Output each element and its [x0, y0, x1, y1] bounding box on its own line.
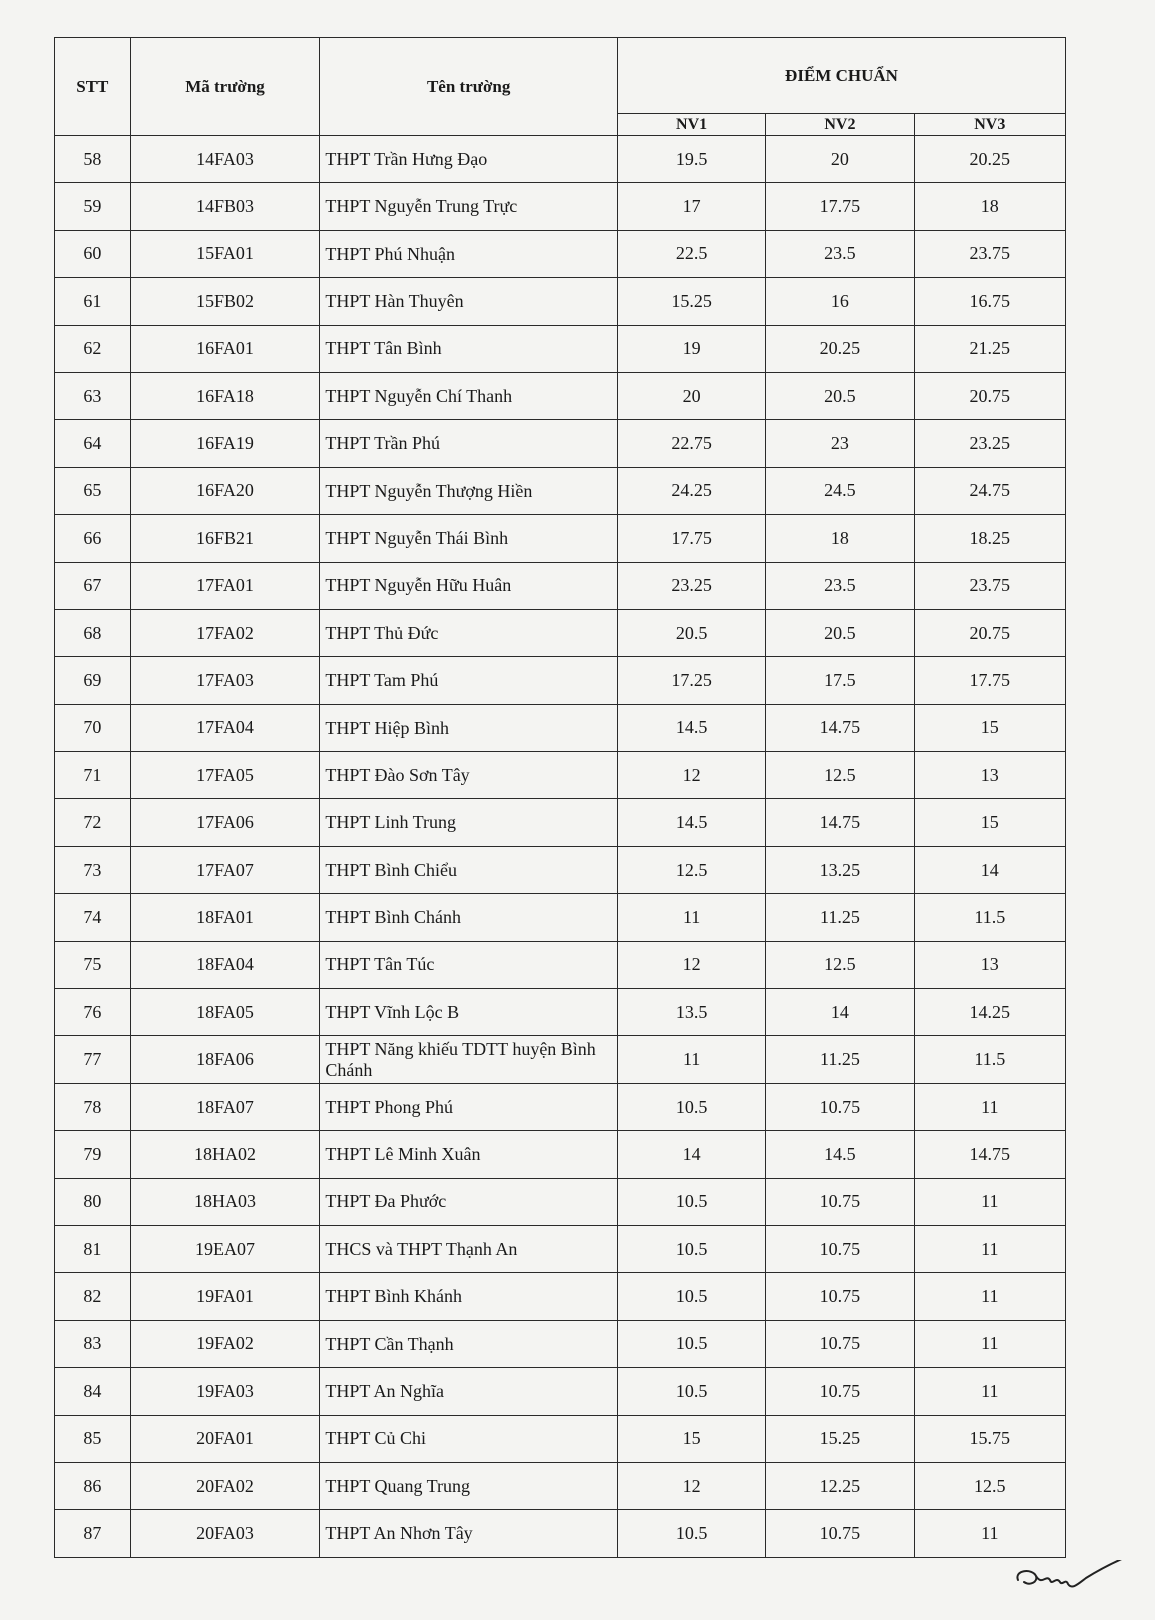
cell-ten-truong: THPT Trần Phú — [320, 420, 618, 467]
cell-ten-truong: THPT Phong Phú — [320, 1083, 618, 1130]
cell-ten-truong: THPT Củ Chi — [320, 1415, 618, 1462]
cell-ma-truong: 20FA01 — [130, 1415, 320, 1462]
cell-nv3: 11 — [914, 1320, 1065, 1367]
cell-ma-truong: 18FA07 — [130, 1083, 320, 1130]
cell-nv3: 11 — [914, 1225, 1065, 1272]
cell-nv2: 16 — [766, 278, 914, 325]
cell-nv3: 13 — [914, 752, 1065, 799]
table-row — [55, 515, 1066, 562]
cell-ten-truong: THPT Trần Hưng Đạo — [320, 136, 618, 183]
cell-stt: 80 — [55, 1178, 131, 1225]
cell-ten-truong: THPT Bình Chiểu — [320, 846, 618, 893]
header-ten-truong: Tên trường — [320, 38, 618, 136]
table-row — [55, 1178, 1066, 1225]
cell-ma-truong: 18HA03 — [130, 1178, 320, 1225]
cell-nv3: 11 — [914, 1273, 1065, 1320]
cell-nv2: 23.5 — [766, 230, 914, 277]
table-row — [55, 609, 1066, 656]
cell-nv3: 18 — [914, 183, 1065, 230]
header-nv1: NV1 — [617, 114, 765, 136]
cell-nv2: 14.75 — [766, 704, 914, 751]
cell-ten-truong: THPT Lê Minh Xuân — [320, 1131, 618, 1178]
cell-nv1: 22.5 — [617, 230, 765, 277]
cell-stt: 63 — [55, 372, 131, 419]
cell-nv2: 12.5 — [766, 752, 914, 799]
cell-nv2: 23 — [766, 420, 914, 467]
cell-nv2: 14.75 — [766, 799, 914, 846]
cell-nv1: 10.5 — [617, 1368, 765, 1415]
cell-nv1: 12.5 — [617, 846, 765, 893]
cell-stt: 62 — [55, 325, 131, 372]
cell-stt: 67 — [55, 562, 131, 609]
table-row — [55, 1320, 1066, 1367]
cell-stt: 78 — [55, 1083, 131, 1130]
cell-ma-truong: 20FA02 — [130, 1462, 320, 1509]
cell-nv2: 10.75 — [766, 1320, 914, 1367]
cell-nv1: 10.5 — [617, 1320, 765, 1367]
cell-nv3: 20.75 — [914, 372, 1065, 419]
table-row — [55, 1273, 1066, 1320]
cell-nv3: 13 — [914, 941, 1065, 988]
cell-ten-truong: THPT Vĩnh Lộc B — [320, 989, 618, 1036]
cell-nv3: 15 — [914, 704, 1065, 751]
cell-nv3: 16.75 — [914, 278, 1065, 325]
cell-nv3: 23.75 — [914, 562, 1065, 609]
cell-ten-truong: THPT Quang Trung — [320, 1462, 618, 1509]
cell-nv1: 10.5 — [617, 1178, 765, 1225]
cell-ma-truong: 14FA03 — [130, 136, 320, 183]
table-row — [55, 372, 1066, 419]
cell-stt: 84 — [55, 1368, 131, 1415]
cell-nv2: 20.5 — [766, 372, 914, 419]
cell-ma-truong: 19FA03 — [130, 1368, 320, 1415]
cell-nv3: 17.75 — [914, 657, 1065, 704]
cell-nv2: 10.75 — [766, 1178, 914, 1225]
cell-ma-truong: 16FA20 — [130, 467, 320, 514]
cell-stt: 75 — [55, 941, 131, 988]
cell-nv1: 14.5 — [617, 704, 765, 751]
cell-nv1: 11 — [617, 1036, 765, 1083]
cell-nv3: 23.25 — [914, 420, 1065, 467]
cell-ma-truong: 17FA01 — [130, 562, 320, 609]
cell-nv3: 12.5 — [914, 1462, 1065, 1509]
cell-ma-truong: 17FA02 — [130, 609, 320, 656]
cell-ten-truong: THPT Nguyễn Chí Thanh — [320, 372, 618, 419]
cell-stt: 72 — [55, 799, 131, 846]
cell-stt: 61 — [55, 278, 131, 325]
table-row — [55, 799, 1066, 846]
cell-nv1: 20 — [617, 372, 765, 419]
cell-nv2: 13.25 — [766, 846, 914, 893]
cell-ma-truong: 18FA04 — [130, 941, 320, 988]
cell-nv2: 20.5 — [766, 609, 914, 656]
table-row — [55, 467, 1066, 514]
cell-nv2: 10.75 — [766, 1083, 914, 1130]
table-row — [55, 704, 1066, 751]
cell-nv3: 23.75 — [914, 230, 1065, 277]
cell-nv3: 11 — [914, 1083, 1065, 1130]
cell-ten-truong: THPT Nguyễn Thượng Hiền — [320, 467, 618, 514]
cell-nv1: 14.5 — [617, 799, 765, 846]
cell-ma-truong: 16FA18 — [130, 372, 320, 419]
cell-ten-truong: THPT Năng khiếu TDTT huyện Bình Chánh — [320, 1036, 618, 1083]
table-row — [55, 230, 1066, 277]
cell-nv2: 10.75 — [766, 1273, 914, 1320]
cell-nv1: 17 — [617, 183, 765, 230]
cell-nv2: 12.25 — [766, 1462, 914, 1509]
cell-ten-truong: THPT Linh Trung — [320, 799, 618, 846]
cell-stt: 85 — [55, 1415, 131, 1462]
header-ma-truong: Mã trường — [130, 38, 320, 136]
cell-ten-truong: THPT An Nghĩa — [320, 1368, 618, 1415]
cell-nv1: 14 — [617, 1131, 765, 1178]
cell-nv2: 23.5 — [766, 562, 914, 609]
cell-nv2: 11.25 — [766, 1036, 914, 1083]
cell-nv3: 14 — [914, 846, 1065, 893]
cell-ten-truong: THPT Bình Chánh — [320, 894, 618, 941]
cell-ten-truong: THPT Đa Phước — [320, 1178, 618, 1225]
cell-ten-truong: THPT Nguyễn Trung Trực — [320, 183, 618, 230]
cell-nv2: 17.5 — [766, 657, 914, 704]
table-row — [55, 657, 1066, 704]
cell-ma-truong: 18FA05 — [130, 989, 320, 1036]
table-row — [55, 846, 1066, 893]
cell-nv1: 10.5 — [617, 1083, 765, 1130]
header-diem-chuan: ĐIỂM CHUẨN — [617, 38, 1065, 114]
cell-nv3: 15.75 — [914, 1415, 1065, 1462]
cell-nv1: 23.25 — [617, 562, 765, 609]
table-row — [55, 1083, 1066, 1130]
cell-stt: 58 — [55, 136, 131, 183]
cell-nv2: 14.5 — [766, 1131, 914, 1178]
cell-nv2: 18 — [766, 515, 914, 562]
cell-ten-truong: THPT Bình Khánh — [320, 1273, 618, 1320]
cell-stt: 59 — [55, 183, 131, 230]
cell-ma-truong: 16FA19 — [130, 420, 320, 467]
cell-nv2: 10.75 — [766, 1368, 914, 1415]
cell-nv1: 11 — [617, 894, 765, 941]
cell-stt: 74 — [55, 894, 131, 941]
cell-ma-truong: 15FB02 — [130, 278, 320, 325]
cell-ten-truong: THPT Tam Phú — [320, 657, 618, 704]
table-body — [55, 136, 1066, 1558]
cell-stt: 70 — [55, 704, 131, 751]
cell-nv3: 11.5 — [914, 894, 1065, 941]
cell-stt: 76 — [55, 989, 131, 1036]
cell-nv2: 11.25 — [766, 894, 914, 941]
cell-ma-truong: 19FA01 — [130, 1273, 320, 1320]
cell-stt: 66 — [55, 515, 131, 562]
cell-ma-truong: 19FA02 — [130, 1320, 320, 1367]
cell-stt: 83 — [55, 1320, 131, 1367]
cell-nv2: 12.5 — [766, 941, 914, 988]
cell-nv1: 22.75 — [617, 420, 765, 467]
cell-ma-truong: 16FA01 — [130, 325, 320, 372]
cell-ma-truong: 17FA04 — [130, 704, 320, 751]
table-row — [55, 278, 1066, 325]
table-row — [55, 1415, 1066, 1462]
cell-nv2: 15.25 — [766, 1415, 914, 1462]
table-row — [55, 1462, 1066, 1509]
cell-ma-truong: 18FA06 — [130, 1036, 320, 1083]
cell-nv3: 11 — [914, 1510, 1065, 1557]
handwritten-signature — [1010, 1560, 1150, 1620]
cell-ma-truong: 18HA02 — [130, 1131, 320, 1178]
cell-nv3: 21.25 — [914, 325, 1065, 372]
cell-ten-truong: THPT Tân Bình — [320, 325, 618, 372]
cell-nv3: 15 — [914, 799, 1065, 846]
cell-ten-truong: THPT Nguyễn Hữu Huân — [320, 562, 618, 609]
header-nv3: NV3 — [914, 114, 1065, 136]
cell-nv3: 24.75 — [914, 467, 1065, 514]
cell-nv2: 24.5 — [766, 467, 914, 514]
cell-nv1: 10.5 — [617, 1273, 765, 1320]
header-nv2: NV2 — [766, 114, 914, 136]
cell-stt: 60 — [55, 230, 131, 277]
cell-ten-truong: THCS và THPT Thạnh An — [320, 1225, 618, 1272]
cell-nv1: 10.5 — [617, 1510, 765, 1557]
cell-nv3: 14.75 — [914, 1131, 1065, 1178]
cell-stt: 68 — [55, 609, 131, 656]
cell-nv3: 18.25 — [914, 515, 1065, 562]
table-row — [55, 1131, 1066, 1178]
cell-nv1: 19 — [617, 325, 765, 372]
cell-nv2: 14 — [766, 989, 914, 1036]
table-row — [55, 1510, 1066, 1557]
table-row — [55, 1036, 1066, 1083]
cell-nv3: 11 — [914, 1178, 1065, 1225]
cell-nv3: 11 — [914, 1368, 1065, 1415]
cell-ma-truong: 17FA03 — [130, 657, 320, 704]
table-row — [55, 420, 1066, 467]
table-row — [55, 1368, 1066, 1415]
cell-ma-truong: 19EA07 — [130, 1225, 320, 1272]
table-row — [55, 562, 1066, 609]
cell-stt: 86 — [55, 1462, 131, 1509]
cell-ma-truong: 15FA01 — [130, 230, 320, 277]
cell-ten-truong: THPT An Nhơn Tây — [320, 1510, 618, 1557]
cell-nv2: 17.75 — [766, 183, 914, 230]
cell-ten-truong: THPT Thủ Đức — [320, 609, 618, 656]
cell-nv1: 17.75 — [617, 515, 765, 562]
cell-nv1: 12 — [617, 1462, 765, 1509]
cell-nv1: 20.5 — [617, 609, 765, 656]
cell-ten-truong: THPT Phú Nhuận — [320, 230, 618, 277]
cell-ten-truong: THPT Cần Thạnh — [320, 1320, 618, 1367]
cell-nv1: 24.25 — [617, 467, 765, 514]
table-row — [55, 894, 1066, 941]
cell-nv2: 20 — [766, 136, 914, 183]
cell-stt: 81 — [55, 1225, 131, 1272]
table-row — [55, 941, 1066, 988]
cell-stt: 87 — [55, 1510, 131, 1557]
cell-ten-truong: THPT Nguyễn Thái Bình — [320, 515, 618, 562]
cell-ten-truong: THPT Đào Sơn Tây — [320, 752, 618, 799]
cell-ten-truong: THPT Tân Túc — [320, 941, 618, 988]
cell-nv3: 20.25 — [914, 136, 1065, 183]
cell-stt: 82 — [55, 1273, 131, 1320]
cell-stt: 64 — [55, 420, 131, 467]
cell-ma-truong: 18FA01 — [130, 894, 320, 941]
cell-ma-truong: 16FB21 — [130, 515, 320, 562]
cell-stt: 71 — [55, 752, 131, 799]
cell-stt: 73 — [55, 846, 131, 893]
cell-nv1: 12 — [617, 752, 765, 799]
cell-ma-truong: 17FA07 — [130, 846, 320, 893]
table-row — [55, 183, 1066, 230]
admission-score-table — [54, 37, 1066, 1558]
cell-stt: 69 — [55, 657, 131, 704]
table-row — [55, 1225, 1066, 1272]
cell-nv3: 14.25 — [914, 989, 1065, 1036]
cell-nv1: 19.5 — [617, 136, 765, 183]
cell-ma-truong: 20FA03 — [130, 1510, 320, 1557]
cell-nv2: 10.75 — [766, 1225, 914, 1272]
cell-ma-truong: 17FA05 — [130, 752, 320, 799]
cell-nv3: 20.75 — [914, 609, 1065, 656]
table-row — [55, 325, 1066, 372]
header-stt: STT — [55, 38, 131, 136]
cell-ten-truong: THPT Hàn Thuyên — [320, 278, 618, 325]
cell-nv2: 10.75 — [766, 1510, 914, 1557]
cell-nv1: 13.5 — [617, 989, 765, 1036]
cell-nv3: 11.5 — [914, 1036, 1065, 1083]
cell-ma-truong: 17FA06 — [130, 799, 320, 846]
cell-stt: 65 — [55, 467, 131, 514]
cell-nv2: 20.25 — [766, 325, 914, 372]
cell-ma-truong: 14FB03 — [130, 183, 320, 230]
cell-nv1: 10.5 — [617, 1225, 765, 1272]
table-row — [55, 752, 1066, 799]
cell-nv1: 15 — [617, 1415, 765, 1462]
cell-nv1: 12 — [617, 941, 765, 988]
cell-nv1: 15.25 — [617, 278, 765, 325]
cell-stt: 79 — [55, 1131, 131, 1178]
cell-nv1: 17.25 — [617, 657, 765, 704]
table-row — [55, 136, 1066, 183]
cell-stt: 77 — [55, 1036, 131, 1083]
cell-ten-truong: THPT Hiệp Bình — [320, 704, 618, 751]
table-row — [55, 989, 1066, 1036]
